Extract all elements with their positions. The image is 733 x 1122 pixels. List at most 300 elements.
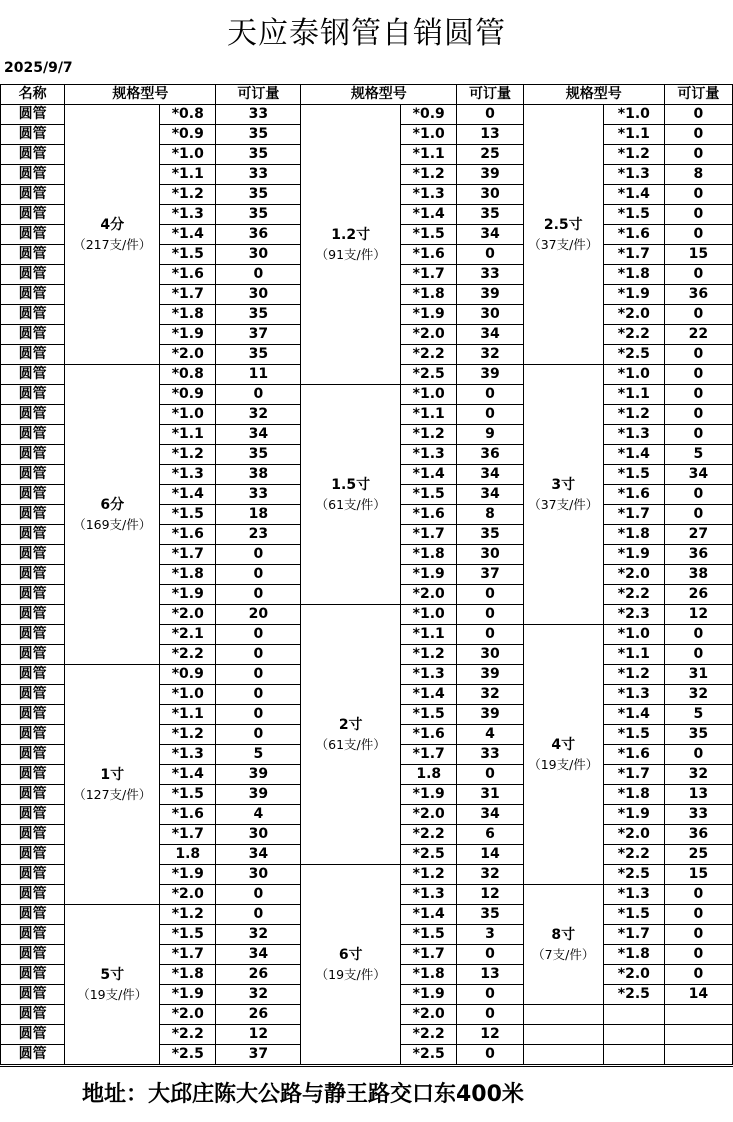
thickness-cell: *1.5	[160, 925, 216, 945]
thickness-cell: *1.5	[401, 225, 457, 245]
quantity-cell: 34	[216, 845, 301, 865]
quantity-cell: 34	[664, 465, 732, 485]
product-name-cell: 圆管	[1, 885, 65, 905]
thickness-cell: *2.2	[401, 345, 457, 365]
header-qty-2: 可订量	[457, 85, 523, 105]
empty-cell	[523, 1045, 603, 1065]
product-name-cell: 圆管	[1, 505, 65, 525]
thickness-cell: *1.1	[603, 125, 664, 145]
thickness-cell: *1.8	[401, 285, 457, 305]
thickness-cell: *2.5	[603, 345, 664, 365]
quantity-cell: 33	[457, 745, 523, 765]
thickness-cell: *1.3	[401, 445, 457, 465]
thickness-cell: *1.6	[160, 805, 216, 825]
quantity-cell: 32	[216, 405, 301, 425]
quantity-cell: 25	[457, 145, 523, 165]
product-name-cell: 圆管	[1, 965, 65, 985]
header-spec-1: 规格型号	[65, 85, 216, 105]
product-name-cell: 圆管	[1, 405, 65, 425]
thickness-cell: *1.7	[160, 285, 216, 305]
thickness-cell: *1.1	[401, 145, 457, 165]
product-name-cell: 圆管	[1, 425, 65, 445]
thickness-cell: *1.3	[603, 685, 664, 705]
thickness-cell: *1.4	[401, 465, 457, 485]
quantity-cell: 36	[664, 285, 732, 305]
quantity-cell: 37	[216, 325, 301, 345]
thickness-cell: *1.7	[401, 945, 457, 965]
thickness-cell: *1.9	[401, 985, 457, 1005]
thickness-cell: *2.5	[603, 985, 664, 1005]
header-name: 名称	[1, 85, 65, 105]
quantity-cell: 0	[664, 205, 732, 225]
table-row	[1, 105, 733, 125]
thickness-cell: 1.8	[401, 765, 457, 785]
product-name-cell: 圆管	[1, 185, 65, 205]
thickness-cell: *1.2	[160, 185, 216, 205]
thickness-cell: *1.9	[603, 805, 664, 825]
thickness-cell: *1.6	[401, 505, 457, 525]
thickness-cell: 1.8	[160, 845, 216, 865]
product-name-cell: 圆管	[1, 625, 65, 645]
quantity-cell: 39	[457, 705, 523, 725]
quantity-cell: 13	[664, 785, 732, 805]
product-name-cell: 圆管	[1, 705, 65, 725]
quantity-cell: 0	[216, 645, 301, 665]
pack-count: （7支/件）	[532, 946, 595, 962]
thickness-cell: *1.8	[603, 945, 664, 965]
thickness-cell: *1.4	[401, 685, 457, 705]
thickness-cell: *1.1	[160, 165, 216, 185]
quantity-cell: 39	[216, 765, 301, 785]
quantity-cell: 33	[664, 805, 732, 825]
thickness-cell: *1.2	[160, 725, 216, 745]
thickness-cell: *2.0	[160, 605, 216, 625]
thickness-cell: *1.4	[401, 205, 457, 225]
product-name-cell: 圆管	[1, 825, 65, 845]
quantity-cell: 35	[216, 445, 301, 465]
product-name-cell: 圆管	[1, 1005, 65, 1025]
thickness-cell: *1.4	[160, 485, 216, 505]
quantity-cell: 0	[216, 625, 301, 645]
thickness-cell: *1.5	[401, 925, 457, 945]
product-name-cell: 圆管	[1, 685, 65, 705]
quantity-cell: 34	[457, 465, 523, 485]
product-name-cell: 圆管	[1, 645, 65, 665]
quantity-cell: 0	[216, 385, 301, 405]
quantity-cell: 0	[457, 385, 523, 405]
quantity-cell: 36	[664, 825, 732, 845]
quantity-cell: 0	[664, 905, 732, 925]
thickness-cell: *1.6	[401, 245, 457, 265]
thickness-cell: *1.9	[401, 565, 457, 585]
product-name-cell: 圆管	[1, 785, 65, 805]
pack-count: （61支/件）	[315, 736, 386, 752]
thickness-cell: *1.5	[160, 505, 216, 525]
quantity-cell: 0	[664, 965, 732, 985]
thickness-cell: *1.4	[160, 225, 216, 245]
thickness-cell: *1.3	[603, 425, 664, 445]
thickness-cell: *1.2	[603, 145, 664, 165]
thickness-cell: *1.6	[603, 225, 664, 245]
pack-count: （127支/件）	[73, 786, 152, 802]
quantity-cell: 35	[664, 725, 732, 745]
product-name-cell: 圆管	[1, 525, 65, 545]
thickness-cell: *1.6	[401, 725, 457, 745]
product-name-cell: 圆管	[1, 445, 65, 465]
quantity-cell: 39	[457, 285, 523, 305]
quantity-cell: 0	[457, 625, 523, 645]
quantity-cell: 15	[664, 865, 732, 885]
quantity-cell: 0	[216, 685, 301, 705]
thickness-cell: *1.2	[401, 865, 457, 885]
size-group-cell	[301, 605, 401, 865]
thickness-cell: *1.7	[160, 825, 216, 845]
thickness-cell: *1.1	[160, 425, 216, 445]
thickness-cell: *1.5	[603, 205, 664, 225]
quantity-cell: 6	[457, 825, 523, 845]
quantity-cell: 30	[216, 245, 301, 265]
date-label: 2025/9/7	[4, 60, 73, 76]
product-name-cell: 圆管	[1, 165, 65, 185]
quantity-cell: 0	[664, 425, 732, 445]
header-qty-3: 可订量	[664, 85, 732, 105]
size-group-cell	[65, 665, 160, 905]
thickness-cell: *2.0	[160, 345, 216, 365]
quantity-cell: 0	[216, 725, 301, 745]
thickness-cell: *2.0	[160, 1005, 216, 1025]
pack-count: （91支/件）	[315, 246, 386, 262]
thickness-cell: *2.2	[603, 845, 664, 865]
quantity-cell: 39	[457, 165, 523, 185]
size-group-cell	[523, 365, 603, 625]
empty-cell	[523, 1005, 603, 1025]
thickness-cell: *1.8	[160, 965, 216, 985]
thickness-cell: *1.8	[603, 785, 664, 805]
thickness-cell: *2.0	[401, 585, 457, 605]
thickness-cell: *1.8	[401, 545, 457, 565]
quantity-cell: 0	[457, 1005, 523, 1025]
quantity-cell: 0	[664, 125, 732, 145]
quantity-cell: 0	[457, 105, 523, 125]
empty-cell	[603, 1025, 664, 1045]
thickness-cell: *1.0	[603, 105, 664, 125]
quantity-cell: 35	[216, 185, 301, 205]
thickness-cell: *2.2	[160, 1025, 216, 1045]
product-name-cell: 圆管	[1, 925, 65, 945]
pack-count: （217支/件）	[73, 236, 152, 252]
quantity-cell: 32	[216, 985, 301, 1005]
thickness-cell: *1.2	[603, 665, 664, 685]
quantity-cell: 0	[664, 305, 732, 325]
thickness-cell: *1.3	[603, 165, 664, 185]
pack-count: （37支/件）	[528, 236, 599, 252]
thickness-cell: *2.2	[401, 1025, 457, 1045]
quantity-cell: 0	[664, 405, 732, 425]
product-name-cell: 圆管	[1, 205, 65, 225]
empty-cell	[523, 1025, 603, 1045]
product-name-cell: 圆管	[1, 465, 65, 485]
thickness-cell: *1.5	[603, 725, 664, 745]
quantity-cell: 0	[664, 265, 732, 285]
quantity-cell: 0	[216, 665, 301, 685]
thickness-cell: *1.7	[603, 765, 664, 785]
quantity-cell: 0	[664, 945, 732, 965]
thickness-cell: *1.0	[603, 625, 664, 645]
quantity-cell: 32	[664, 765, 732, 785]
quantity-cell: 34	[457, 485, 523, 505]
quantity-cell: 0	[664, 105, 732, 125]
thickness-cell: *1.3	[603, 885, 664, 905]
quantity-cell: 14	[664, 985, 732, 1005]
quantity-cell: 3	[457, 925, 523, 945]
thickness-cell: *1.6	[160, 525, 216, 545]
thickness-cell: *1.5	[160, 245, 216, 265]
address-line: 地址：大邱庄陈大公路与静王路交口东400米	[0, 1066, 733, 1121]
size-group-cell	[65, 905, 160, 1065]
thickness-cell: *1.7	[603, 245, 664, 265]
thickness-cell: *1.9	[160, 585, 216, 605]
thickness-cell: *1.8	[160, 565, 216, 585]
thickness-cell: *1.1	[401, 625, 457, 645]
quantity-cell: 33	[216, 105, 301, 125]
quantity-cell: 0	[664, 745, 732, 765]
quantity-cell: 0	[664, 145, 732, 165]
quantity-cell: 39	[457, 665, 523, 685]
thickness-cell: *2.2	[401, 825, 457, 845]
product-name-cell: 圆管	[1, 125, 65, 145]
quantity-cell: 30	[457, 305, 523, 325]
thickness-cell: *1.3	[160, 745, 216, 765]
pack-count: （19支/件）	[528, 756, 599, 772]
quantity-cell: 25	[664, 845, 732, 865]
product-name-cell: 圆管	[1, 345, 65, 365]
quantity-cell: 0	[216, 585, 301, 605]
thickness-cell: *1.2	[160, 905, 216, 925]
product-name-cell: 圆管	[1, 765, 65, 785]
thickness-cell: *1.2	[603, 405, 664, 425]
thickness-cell: *1.4	[603, 705, 664, 725]
quantity-cell: 0	[664, 645, 732, 665]
empty-cell	[664, 1025, 732, 1045]
product-name-cell: 圆管	[1, 145, 65, 165]
thickness-cell: *1.3	[401, 885, 457, 905]
quantity-cell: 35	[216, 145, 301, 165]
quantity-cell: 5	[664, 445, 732, 465]
quantity-cell: 34	[216, 945, 301, 965]
thickness-cell: *1.4	[160, 765, 216, 785]
quantity-cell: 33	[216, 165, 301, 185]
quantity-cell: 36	[664, 545, 732, 565]
thickness-cell: *1.0	[160, 685, 216, 705]
quantity-cell: 36	[457, 445, 523, 465]
thickness-cell: *1.0	[401, 385, 457, 405]
quantity-cell: 34	[457, 325, 523, 345]
size-group-cell	[523, 105, 603, 365]
thickness-cell: *2.0	[603, 965, 664, 985]
quantity-cell: 32	[457, 865, 523, 885]
quantity-cell: 20	[216, 605, 301, 625]
product-name-cell: 圆管	[1, 945, 65, 965]
thickness-cell: *1.7	[603, 925, 664, 945]
quantity-cell: 23	[216, 525, 301, 545]
product-name-cell: 圆管	[1, 285, 65, 305]
quantity-cell: 12	[457, 885, 523, 905]
thickness-cell: *1.1	[603, 385, 664, 405]
thickness-cell: *1.2	[401, 165, 457, 185]
thickness-cell: *2.0	[603, 305, 664, 325]
thickness-cell: *1.9	[160, 985, 216, 1005]
thickness-cell: *1.3	[160, 465, 216, 485]
quantity-cell: 0	[457, 945, 523, 965]
product-name-cell: 圆管	[1, 565, 65, 585]
size-group-cell	[301, 105, 401, 385]
header-spec-3: 规格型号	[523, 85, 664, 105]
quantity-cell: 32	[457, 685, 523, 705]
thickness-cell: *1.8	[160, 305, 216, 325]
quantity-cell: 0	[216, 265, 301, 285]
quantity-cell: 34	[457, 225, 523, 245]
header-spec-2: 规格型号	[301, 85, 457, 105]
quantity-cell: 12	[457, 1025, 523, 1045]
thickness-cell: *1.4	[603, 445, 664, 465]
quantity-cell: 14	[457, 845, 523, 865]
thickness-cell: *1.3	[160, 205, 216, 225]
quantity-cell: 32	[216, 925, 301, 945]
thickness-cell: *2.5	[401, 365, 457, 385]
thickness-cell: *2.0	[603, 825, 664, 845]
product-name-cell: 圆管	[1, 745, 65, 765]
quantity-cell: 34	[216, 425, 301, 445]
thickness-cell: *2.2	[603, 325, 664, 345]
quantity-cell: 39	[457, 365, 523, 385]
thickness-cell: *1.2	[160, 445, 216, 465]
thickness-cell: *2.0	[160, 885, 216, 905]
quantity-cell: 31	[457, 785, 523, 805]
quantity-cell: 22	[664, 325, 732, 345]
thickness-cell: *1.7	[401, 745, 457, 765]
quantity-cell: 27	[664, 525, 732, 545]
quantity-cell: 37	[457, 565, 523, 585]
header-qty-1: 可订量	[216, 85, 301, 105]
size-label: 6分	[100, 496, 125, 513]
quantity-cell: 0	[664, 345, 732, 365]
thickness-cell: *2.0	[401, 1005, 457, 1025]
thickness-cell: *2.5	[160, 1045, 216, 1065]
size-label: 8寸	[551, 926, 576, 943]
quantity-cell: 0	[664, 925, 732, 945]
product-name-cell: 圆管	[1, 985, 65, 1005]
quantity-cell: 0	[457, 245, 523, 265]
thickness-cell: *1.9	[160, 865, 216, 885]
thickness-cell: *2.0	[603, 565, 664, 585]
thickness-cell: *2.5	[603, 865, 664, 885]
header-row	[1, 85, 733, 105]
product-name-cell: 圆管	[1, 585, 65, 605]
quantity-cell: 0	[664, 625, 732, 645]
quantity-cell: 0	[216, 565, 301, 585]
quantity-cell: 0	[664, 185, 732, 205]
thickness-cell: *1.7	[603, 505, 664, 525]
thickness-cell: *0.8	[160, 365, 216, 385]
size-label: 1.5寸	[331, 476, 371, 493]
size-label: 5寸	[100, 966, 125, 983]
thickness-cell: *1.4	[603, 185, 664, 205]
product-name-cell: 圆管	[1, 365, 65, 385]
quantity-cell: 8	[457, 505, 523, 525]
quantity-cell: 0	[457, 585, 523, 605]
empty-cell	[603, 1005, 664, 1025]
pack-count: （169支/件）	[73, 516, 152, 532]
product-name-cell: 圆管	[1, 305, 65, 325]
thickness-cell: *2.2	[603, 585, 664, 605]
quantity-cell: 0	[664, 385, 732, 405]
thickness-cell: *1.5	[603, 465, 664, 485]
quantity-cell: 36	[216, 225, 301, 245]
quantity-cell: 26	[216, 1005, 301, 1025]
quantity-cell: 0	[664, 885, 732, 905]
product-name-cell: 圆管	[1, 1025, 65, 1045]
quantity-cell: 30	[216, 825, 301, 845]
quantity-cell: 4	[216, 805, 301, 825]
thickness-cell: *2.0	[401, 325, 457, 345]
thickness-cell: *1.7	[160, 945, 216, 965]
quantity-cell: 12	[216, 1025, 301, 1045]
quantity-cell: 13	[457, 965, 523, 985]
pack-count: （37支/件）	[528, 496, 599, 512]
quantity-cell: 30	[216, 865, 301, 885]
size-label: 4分	[100, 216, 125, 233]
quantity-cell: 8	[664, 165, 732, 185]
thickness-cell: *1.3	[401, 185, 457, 205]
thickness-cell: *1.6	[160, 265, 216, 285]
thickness-cell: *1.0	[160, 405, 216, 425]
quantity-cell: 0	[457, 765, 523, 785]
quantity-cell: 35	[216, 305, 301, 325]
pack-count: （19支/件）	[77, 986, 148, 1002]
quantity-cell: 38	[664, 565, 732, 585]
quantity-cell: 0	[216, 705, 301, 725]
thickness-cell: *1.8	[401, 965, 457, 985]
size-label: 1寸	[100, 766, 125, 783]
thickness-cell: *1.5	[603, 905, 664, 925]
pack-count: （19支/件）	[315, 966, 386, 982]
size-label: 2寸	[338, 716, 363, 733]
size-group-cell	[65, 365, 160, 665]
quantity-cell: 0	[457, 1045, 523, 1065]
thickness-cell: *1.1	[401, 405, 457, 425]
thickness-cell: *1.1	[160, 705, 216, 725]
page-title: 天应泰钢管自销圆管	[227, 16, 506, 51]
product-name-cell: 圆管	[1, 665, 65, 685]
quantity-cell: 18	[216, 505, 301, 525]
thickness-cell: *1.8	[603, 265, 664, 285]
quantity-cell: 26	[664, 585, 732, 605]
stock-table	[0, 84, 733, 1065]
quantity-cell: 38	[216, 465, 301, 485]
quantity-cell: 0	[216, 885, 301, 905]
quantity-cell: 0	[216, 905, 301, 925]
empty-cell	[664, 1005, 732, 1025]
quantity-cell: 5	[216, 745, 301, 765]
quantity-cell: 35	[216, 205, 301, 225]
quantity-cell: 35	[457, 525, 523, 545]
quantity-cell: 4	[457, 725, 523, 745]
product-name-cell: 圆管	[1, 725, 65, 745]
thickness-cell: *1.9	[603, 285, 664, 305]
thickness-cell: *1.9	[401, 785, 457, 805]
thickness-cell: *1.3	[401, 665, 457, 685]
product-name-cell: 圆管	[1, 1045, 65, 1065]
